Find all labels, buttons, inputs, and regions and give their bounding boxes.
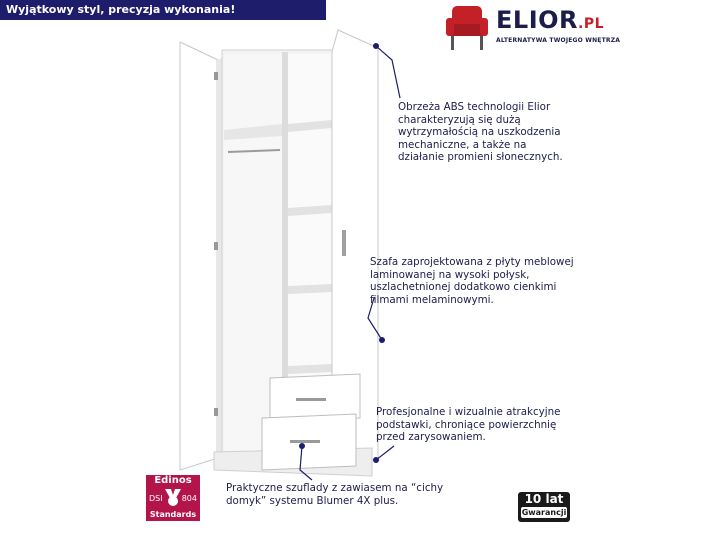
- description-material: Szafa zaprojektowana z płyty meblowej laminowanej na wysoki połysk, uszlachetnionej dodatkowo cienkimi filmami melaminowymi.: [370, 256, 574, 306]
- description-edges: Obrzeża ABS technologii Elior charakteryzują się dużą wytrzymałością na uszkodzenia mechaniczne, a także na działanie promieni słonecznych.: [398, 101, 563, 164]
- edinos-standards: Standards: [146, 509, 200, 521]
- warranty-badge: [518, 492, 570, 522]
- edinos-brand: Edinos: [146, 475, 200, 487]
- warranty-years: 10 lat: [524, 492, 564, 506]
- edinos-badge: [146, 475, 200, 531]
- logo-suffix: .PL: [578, 16, 604, 32]
- medal-icon: [163, 489, 183, 507]
- edinos-number: 804: [181, 494, 197, 503]
- edinos-emblem: [146, 487, 200, 509]
- edinos-dsi: DSI: [149, 494, 163, 503]
- logo-name: ELIOR.PL: [496, 6, 604, 34]
- warranty-label: Gwarancji: [521, 508, 567, 517]
- logo-tagline: ALTERNATYWA TWOJEGO WNĘTRZA: [496, 37, 621, 44]
- banner-text: Wyjątkowy styl, precyzja wykonania!: [6, 3, 236, 16]
- description-drawers: Praktyczne szuflady z zawiasem na “cichy domyk” systemu Blumer 4X plus.: [226, 482, 444, 507]
- description-feet: Profesjonalne i wizualnie atrakcyjne podstawki, chroniące powierzchnię przed zarysowaniem.: [376, 406, 561, 444]
